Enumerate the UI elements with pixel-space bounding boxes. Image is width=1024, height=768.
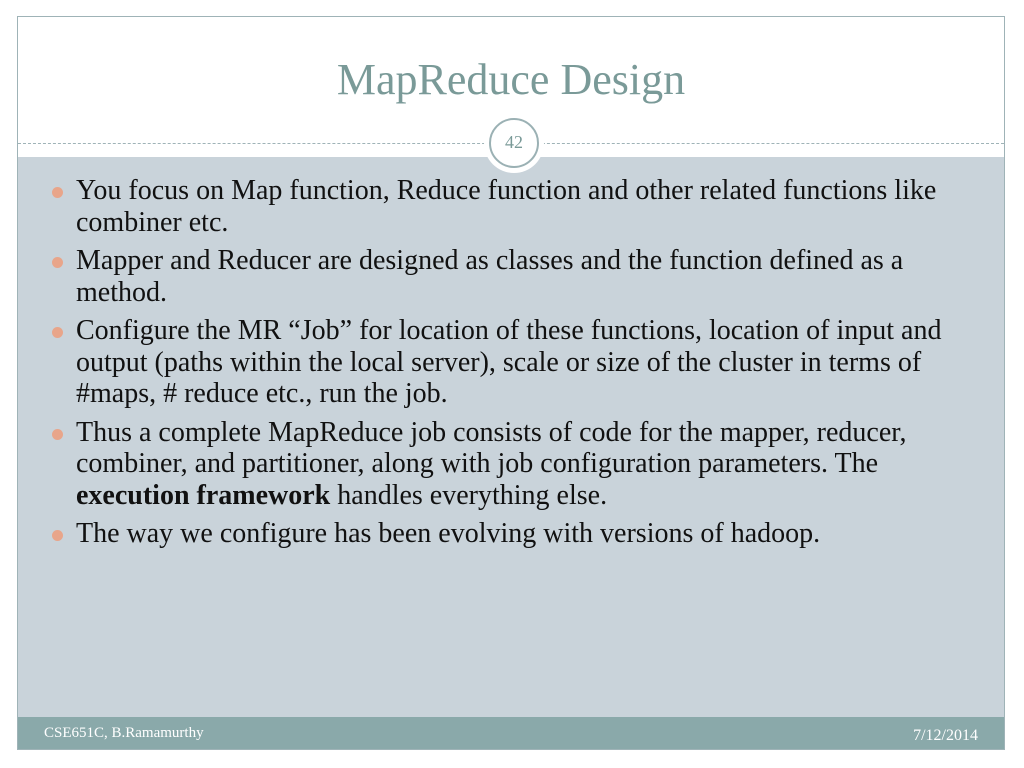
- bullet-list: [50, 175, 980, 557]
- bullet-text-part: Thus a complete MapReduce job consists of code for the mapper, reducer, combiner, and partitioner, along with job configuration parameters. The: [76, 416, 907, 479]
- slide-title: MapReduce Design: [336, 55, 686, 104]
- footer-bar: [18, 717, 1004, 749]
- bullet-item: [50, 417, 980, 512]
- slide: [17, 16, 1005, 750]
- bullet-dot-icon: [52, 327, 63, 338]
- bullet-text: [76, 518, 820, 549]
- bullet-dot-icon: [52, 257, 63, 268]
- bullet-item: [50, 245, 980, 308]
- bullet-dot-icon: [52, 187, 63, 198]
- bullet-text: [76, 245, 903, 308]
- page-number-badge: [484, 113, 544, 173]
- bullet-text-part: Mapper and Reducer are designed as classes and the function defined as a method.: [76, 245, 904, 308]
- bullet-text-part: The way we configure has been evolving with versions of hadoop.: [76, 518, 821, 549]
- bullet-text: [76, 175, 936, 238]
- bullet-item: [50, 315, 980, 410]
- bullet-text-part: Configure the MR “Job” for location of these functions, location of input and output (paths within the local server), scale or size of the cluster in terms of #maps, # reduce etc., run the job.: [76, 315, 942, 409]
- bullet-dot-icon: [52, 530, 63, 541]
- bullet-text-bold: execution framework: [76, 479, 331, 511]
- bullet-text-part: handles everything else.: [330, 479, 608, 511]
- bullet-text: [76, 417, 906, 511]
- bullet-dot-icon: [52, 429, 63, 440]
- footer-date: 7/12/2014: [913, 727, 978, 744]
- bullet-item: [50, 518, 980, 550]
- footer-author: CSE651C, B.Ramamurthy: [44, 725, 204, 741]
- page-number: 42: [489, 118, 539, 168]
- bullet-item: [50, 175, 980, 238]
- bullet-text-part: You focus on Map function, Reduce function and other related functions like combiner etc.: [76, 175, 937, 238]
- bullet-text: [76, 315, 941, 409]
